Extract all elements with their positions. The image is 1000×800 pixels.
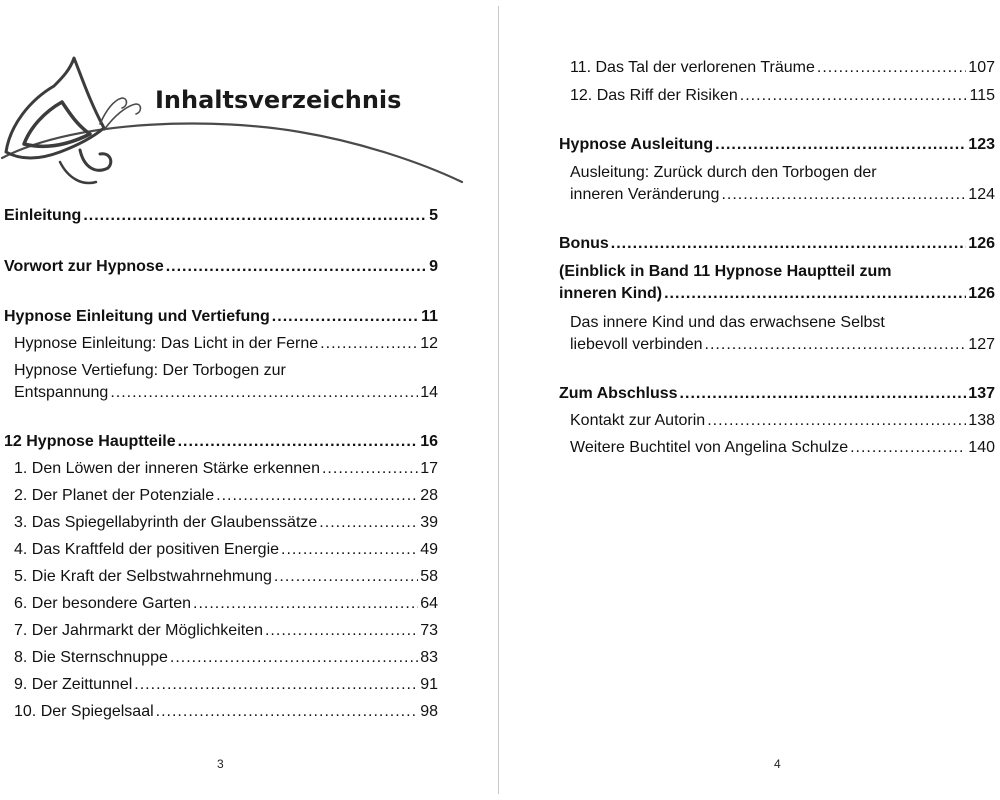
toc-entry-page: 98 [420,703,438,720]
toc-leader-dots [817,58,966,78]
toc-entry-page: 5 [429,207,438,224]
toc-entry-label: 9. Der Zeittunnel [14,676,133,693]
toc-entry-label: 8. Die Sternschnuppe [14,649,168,666]
toc-entry-page: 49 [420,541,438,558]
toc-entry-label: 4. Das Kraftfeld der positiven Energie [14,541,280,558]
toc-leader-dots [156,702,419,722]
toc-leader-dots [134,675,418,695]
toc-entry-label-continued: inneren Kind) [559,285,663,302]
toc-entry[interactable] [559,234,995,254]
toc-entry-label-continued: Entspannung [14,384,109,401]
toc-entry-label: 1. Den Löwen der inneren Stärke erkennen [14,460,320,477]
toc-leader-dots [110,382,418,404]
toc-entry-label-continued: inneren Veränderung [570,186,720,203]
toc-entry-page: 11 [421,308,438,325]
toc-entry-page: 64 [420,595,438,612]
toc-leader-dots [272,307,419,327]
toc-leader-dots [320,334,418,354]
toc-entry[interactable] [14,360,438,404]
toc-entry-page: 107 [968,59,995,76]
toc-entry[interactable] [14,567,438,587]
toc-entry-page: 9 [429,258,438,275]
toc-entry-page: 140 [968,439,995,456]
toc-entry[interactable] [4,206,438,226]
toc-leader-dots [193,594,418,614]
toc-entry-page: 124 [968,186,995,203]
toc-entry[interactable] [4,307,438,327]
toc-entry-page: 28 [420,487,438,504]
toc-entry-label: Hypnose Vertiefung: Der Torbogen zur [14,362,286,379]
right-page [500,0,1000,800]
toc-entry-label: 11. Das Tal der verlorenen Träume [570,59,815,76]
toc-entry-label: (Einblick in Band 11 Hypnose Hauptteil zum [559,263,892,280]
toc-entry-page: 123 [968,136,995,153]
toc-entry[interactable] [559,135,995,155]
toc-leader-dots [274,567,418,587]
toc-entry-label: Zum Abschluss [559,385,678,402]
toc-entry-label: Einleitung [4,207,82,224]
toc-leader-dots [319,513,418,533]
toc-entry-page: 126 [968,235,995,252]
toc-entry-label: 7. Der Jahrmarkt der Möglichkeiten [14,622,263,639]
toc-leader-dots [721,184,966,206]
toc-entry-label: Hypnose Einleitung und Vertiefung [4,308,270,325]
toc-entry-page: 17 [420,460,438,477]
toc-leader-dots [170,648,418,668]
toc-entry[interactable] [4,432,438,452]
toc-entry[interactable] [14,540,438,560]
toc-entry-label: Hypnose Einleitung: Das Licht in der Ferne [14,335,319,352]
toc-entry-label: Weitere Buchtitel von Angelina Schulze [570,439,849,456]
toc-entry[interactable] [14,648,438,668]
left-page [0,0,498,800]
toc-entry-label: Vorwort zur Hypnose [4,258,164,275]
toc-entry-label: 2. Der Planet der Potenziale [14,487,215,504]
toc-entry-page: 39 [420,514,438,531]
toc-entry-label: 10. Der Spiegelsaal [14,703,154,720]
toc-leader-dots [83,206,427,226]
toc-entry-page: 12 [420,335,438,352]
toc-entry-page: 14 [420,384,438,401]
toc-entry-page: 115 [969,87,995,104]
toc-entry-page: 16 [420,433,438,450]
page-number: 3 [217,757,224,771]
toc-entry-label: 5. Die Kraft der Selbstwahrnehmung [14,568,272,585]
toc-entry-label: Hypnose Ausleitung [559,136,714,153]
toc-entry[interactable] [4,257,438,277]
toc-entry-page: 73 [420,622,438,639]
toc-leader-dots [178,432,419,452]
toc-entry-page: 126 [968,285,995,302]
toc-leader-dots [216,486,418,506]
toc-entry[interactable] [14,702,438,722]
toc-entry-page: 137 [968,385,995,402]
toc-leader-dots [680,384,967,404]
toc-entry[interactable] [14,621,438,641]
page-divider [498,6,499,794]
toc-entry[interactable] [14,486,438,506]
toc-entry[interactable] [570,411,995,431]
toc-entry[interactable] [570,162,995,206]
toc-leader-dots [322,459,418,479]
toc-entry[interactable] [14,334,438,354]
toc-leader-dots [715,135,966,155]
toc-entry-label-continued: liebevoll verbinden [570,336,703,353]
toc-entry-label: Bonus [559,235,609,252]
toc-entry[interactable] [570,86,995,106]
toc-entry[interactable] [14,594,438,614]
toc-leader-dots [850,438,966,458]
toc-entry-page: 58 [420,568,438,585]
toc-leader-dots [740,86,968,106]
toc-entry[interactable] [570,312,995,356]
page-title: Inhaltsverzeichnis [155,86,402,114]
toc-entry-label: Ausleitung: Zurück durch den Torbogen der [570,164,877,181]
toc-leader-dots [707,411,966,431]
toc-leader-dots [166,257,427,277]
toc-leader-dots [265,621,418,641]
toc-leader-dots [705,334,967,356]
toc-entry-page: 138 [968,412,995,429]
toc-entry-page: 91 [420,676,438,693]
toc-entry[interactable] [570,58,995,78]
toc-entry-page: 83 [420,649,438,666]
toc-entry[interactable] [559,384,995,404]
toc-leader-dots [664,283,966,305]
toc-entry-label: 3. Das Spiegellabyrinth der Glaubenssätze [14,514,318,531]
toc-entry[interactable] [570,438,995,458]
toc-entry-page: 127 [968,336,995,353]
toc-entry[interactable] [14,459,438,479]
butterfly-swoosh-logo-icon [0,40,470,190]
toc-entry[interactable] [559,261,995,305]
toc-leader-dots [611,234,967,254]
toc-entry-label: Das innere Kind und das erwachsene Selbst [570,314,885,331]
toc-entry-label: 12 Hypnose Hauptteile [4,433,176,450]
toc-entry-label: Kontakt zur Autorin [570,412,706,429]
toc-entry[interactable] [14,513,438,533]
page-number: 4 [774,757,781,771]
toc-entry-label: 12. Das Riff der Risiken [570,87,738,104]
toc-leader-dots [281,540,418,560]
toc-entry[interactable] [14,675,438,695]
toc-entry-label: 6. Der besondere Garten [14,595,191,612]
